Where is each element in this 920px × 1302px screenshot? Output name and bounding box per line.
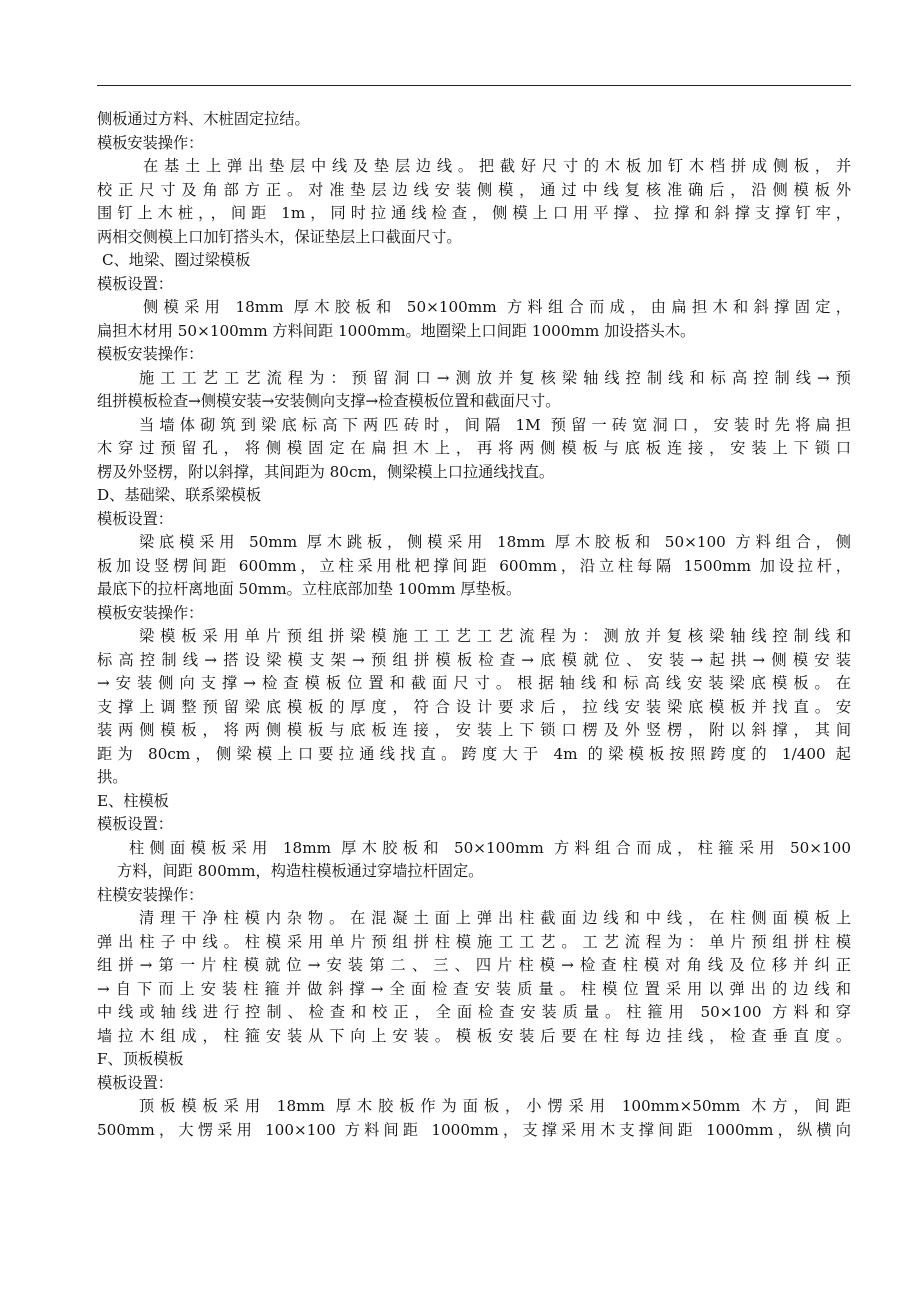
text-line: 方料，间距 800mm，构造柱模板通过穿墙拉杆固定。	[117, 862, 484, 880]
section-heading: E、柱模板	[97, 791, 169, 810]
text-line: 装两侧模板，将两侧模板与底板连接，安装上下锁口楞及外竖楞，附以斜撑，其间	[97, 721, 851, 739]
text-line: 板加设竖楞间距 600mm，立柱采用枇杷撑间距 600mm，沿立柱每隔 1500mm 加设拉杆，	[97, 556, 851, 575]
section-heading: C、地梁、圈过梁模板	[102, 251, 251, 269]
text-line: 距为 80cm，侧梁模上口要拉通线找直。跨度大于 4m 的梁模板按照跨度的 1/400 起	[97, 744, 851, 763]
text-line: 扁担木材用 50×100mm 方料间距 1000mm。地圈梁上口间距 1000mm 加设搭头木。	[97, 321, 696, 340]
text-line: 500mm，大愣采用 100×100 方料间距 1000mm，支撑采用木支撑间距 1000mm，纵横向	[97, 1120, 851, 1139]
text-line: →安装侧向支撑→检查模板位置和截面尺寸。根据轴线和标高线安装梁底模板。在	[97, 674, 851, 692]
text-line: 校正尺寸及角部方正。对准垫层边线安装侧模，通过中线复核准确后，沿侧模板外	[97, 180, 851, 199]
text-line: 楞及外竖楞，附以斜撑，其间距为 80cm，侧梁模上口拉通线找直。	[97, 462, 555, 481]
text-line: 支撑上调整预留梁底模板的厚度，符合设计要求后，拉线安装梁底模板并找直。安	[97, 697, 851, 716]
text-line: 模板安装操作：	[97, 603, 204, 622]
text-line: 组拼→第一片柱模就位→安装第二、三、四片柱模→检查柱模对角线及位移并纠正	[97, 956, 851, 974]
text-line: 最底下的拉杆离地面 50mm。立柱底部加垫 100mm 厚垫板。	[97, 580, 522, 598]
text-line: 中线或轴线进行控制、检查和校正，全面检查安装质量。柱箍用 50×100 方料和穿	[97, 1003, 851, 1021]
text-line: 木穿过预留孔，将侧模固定在扁担木上，再将两侧模板与底板连接，安装上下锁口	[97, 439, 851, 457]
text-line: 梁模板采用单片预组拼梁模施工工艺工艺流程为：测放并复核梁轴线控制线和	[139, 627, 851, 645]
text-line: 梁底模采用 50mm 厚木跳板，侧模采用 18mm 厚木胶板和 50×100 方料组合，侧	[139, 533, 851, 551]
text-line: 模板设置：	[97, 274, 173, 293]
text-line: 模板设置：	[97, 509, 173, 528]
text-line: 模板安装操作：	[97, 345, 204, 363]
text-line: 组拼模板检查→侧模安装→安装侧向支撑→检查模板位置和截面尺寸。	[97, 392, 561, 410]
text-line: 当墙体砌筑到梁底标高下两匹砖时，间隔 1M 预留一砖宽洞口，安装时先将扁担	[139, 415, 851, 434]
section-heading: F、顶板模板	[97, 1050, 184, 1068]
text-line: 在基土上弹出垫层中线及垫层边线。把截好尺寸的木板加钉木档拼成侧板，并	[143, 157, 851, 175]
text-line: 顶板模板采用 18mm 厚木胶板作为面板，小愣采用 100mm×50mm 木方，间距	[139, 1097, 851, 1115]
document-body	[97, 108, 851, 1142]
text-line: 模板安装操作：	[97, 133, 204, 152]
text-line: 标高控制线→搭设梁模支架→预组拼模板检查→底模就位、安装→起拱→侧模安装	[97, 650, 851, 669]
text-line: →自下而上安装柱箍并做斜撑→全面检查安装质量。柱模位置采用以弹出的边线和	[97, 979, 851, 998]
text-line: 模板设置：	[97, 1073, 173, 1092]
text-line: 柱侧面模板采用 18mm 厚木胶板和 50×100mm 方料组合而成，柱箍采用 50×100	[129, 838, 851, 857]
text-line: 模板设置：	[97, 815, 173, 833]
text-line: 弹出柱子中线。柱模采用单片预组拼柱模施工工艺。工艺流程为：单片预组拼柱模	[97, 932, 851, 951]
text-line: 两相交侧模上口加钉搭头木，保证垫层上口截面尺寸。	[97, 227, 462, 246]
text-line: 围钉上木桩，，间距 1m，同时拉通线检查，侧模上口用平撑、拉撑和斜撑支撑钉牢，	[97, 204, 851, 222]
text-line: 侧模采用 18mm 厚木胶板和 50×100mm 方料组合而成，由扁担木和斜撑固定，	[143, 298, 851, 316]
text-line: 清理干净柱模内杂物。在混凝土面上弹出柱截面边线和中线，在柱侧面模板上	[139, 909, 851, 927]
text-line: 墙拉木组成，柱箍安装从下向上安装。模板安装后要在柱每边挂线，检查垂直度。	[97, 1026, 851, 1045]
text-line: 拱。	[97, 768, 128, 786]
text-line: 施工工艺工艺流程为：预留洞口→测放并复核梁轴线控制线和标高控制线→预	[139, 368, 851, 387]
section-heading: D、基础梁、联系梁模板	[97, 486, 262, 504]
header-rule	[97, 85, 851, 86]
text-line: 柱模安装操作：	[97, 885, 204, 904]
text-line: 侧板通过方料、木桩固定拉结。	[97, 110, 310, 128]
